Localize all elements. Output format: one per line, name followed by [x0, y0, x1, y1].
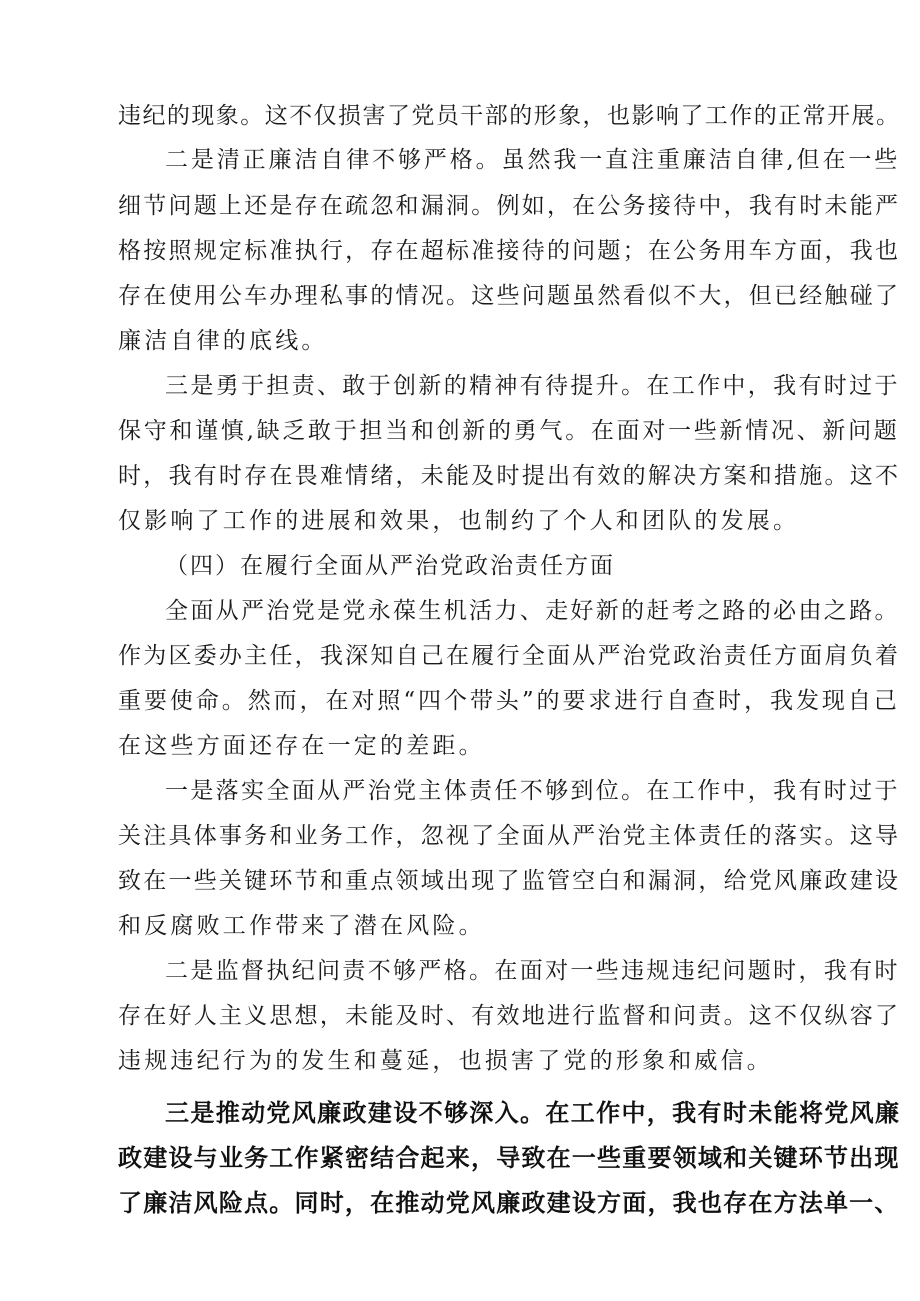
paragraph-line: 作为区委办主任，我深知自己在履行全面从严治党政治责任方面肩负着 [118, 643, 901, 669]
paragraph-line: 全面从严治党是党永葆生机活力、走好新的赶考之路的必由之路。 [165, 598, 900, 624]
paragraph-line: 违规违纪行为的发生和蔓延，也损害了党的形象和威信。 [118, 1048, 773, 1074]
bold-paragraph-line: 三是推动党风廉政建设不够深入。在工作中，我有时未能将党风廉 [165, 1099, 901, 1127]
paragraph-line: 仅影响了工作的进展和效果，也制约了个人和团队的发展。 [118, 508, 800, 534]
paragraph-line: 存在使用公车办理私事的情况。这些问题虽然看似不大，但已经触碰了 [118, 283, 901, 309]
paragraph-line: 二是清正廉洁自律不够严格。虽然我一直注重廉洁自律,但在一些 [165, 147, 901, 173]
paragraph-line: 重要使命。然而，在对照“四个带头”的要求进行自查时，我发现自己 [118, 688, 900, 714]
paragraph-line: 在这些方面还存在一定的差距。 [118, 733, 485, 759]
paragraph-line: 保守和谨慎,缺乏敢于担当和创新的勇气。在面对一些新情况、新问题 [118, 418, 900, 444]
section-heading: （四）在履行全面从严治党政治责任方面 [165, 553, 615, 579]
paragraph-line: 格按照规定标准执行，存在超标准接待的问题；在公务用车方面，我也 [118, 238, 901, 264]
paragraph-line: 三是勇于担责、敢于创新的精神有待提升。在工作中，我有时过于 [165, 373, 900, 399]
bold-paragraph-line: 政建设与业务工作紧密结合起来，导致在一些重要领域和关键环节出现 [118, 1144, 900, 1172]
paragraph-line: 存在好人主义思想，未能及时、有效地进行监督和问责。这不仅纵容了 [118, 1003, 901, 1029]
paragraph-line: 一是落实全面从严治党主体责任不够到位。在工作中，我有时过于 [165, 778, 900, 804]
paragraph-line: 廉洁自律的底线。 [118, 328, 328, 354]
paragraph-line: 致在一些关键环节和重点领域出现了监管空白和漏洞，给党风廉政建设 [118, 868, 901, 894]
paragraph-line: 关注具体事务和业务工作，忽视了全面从严治党主体责任的落实。这导 [118, 823, 901, 849]
paragraph-line: 违纪的现象。这不仅损害了党员干部的形象，也影响了工作的正常开展。 [118, 103, 901, 129]
paragraph-line: 二是监督执纪问责不够严格。在面对一些违规违纪问题时，我有时 [165, 958, 900, 984]
bold-paragraph-line: 了廉洁风险点。同时，在推动党风廉政建设方面，我也存在方法单一、 [118, 1189, 900, 1217]
paragraph-line: 和反腐败工作带来了潜在风险。 [118, 913, 485, 939]
paragraph-line: 时，我有时存在畏难情绪，未能及时提出有效的解决方案和措施。这不 [118, 463, 901, 489]
paragraph-line: 细节问题上还是存在疏忽和漏洞。例如，在公务接待中，我有时未能严 [118, 193, 901, 219]
